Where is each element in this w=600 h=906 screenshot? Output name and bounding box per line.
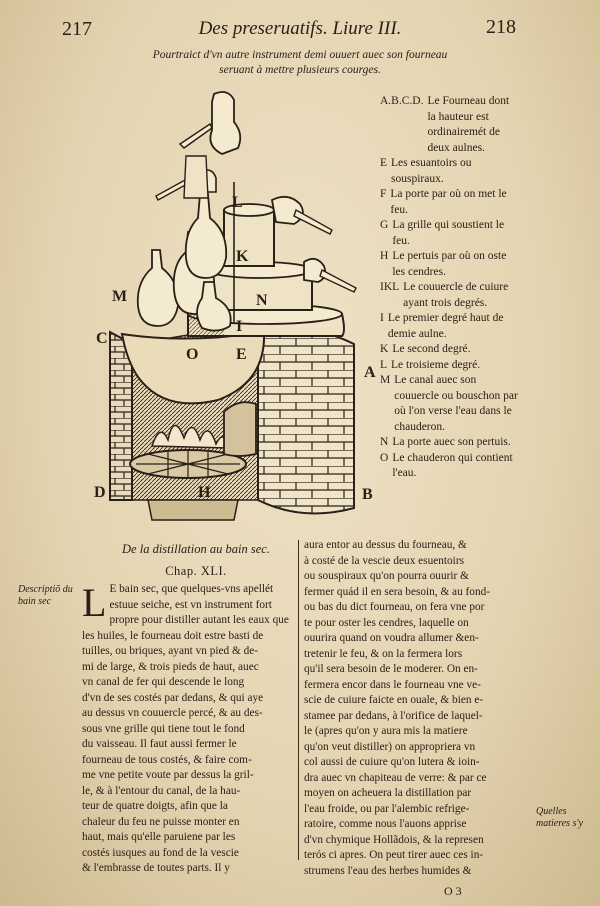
caption-line-2: seruant à mettre plusieurs courges. (219, 64, 381, 76)
legend-key: F (380, 188, 387, 200)
text-line: chaleur du feu ne puisse monter en (82, 815, 240, 828)
text-line: fourneau de tous costés, & faire com- (82, 753, 252, 766)
legend-text: Les esuantoirs ou souspiraux. (391, 157, 472, 185)
text-line: E bain sec, que quelques-vns apellét (109, 583, 274, 595)
legend-key: G (380, 219, 389, 231)
text-line: du vaisseau. Il faut aussi fermer le (82, 738, 237, 750)
text-line: dra auec vn chapiteau de verre: & par ce (304, 771, 487, 784)
furnace-door (224, 402, 256, 456)
text-line: & l'embrasse de toutes parts. Il y (82, 862, 230, 874)
signature-mark: O 3 (444, 884, 462, 898)
fig-letter-i: I (236, 318, 243, 335)
text-line: tuilles, ou briques, ayant vn pied & de- (82, 645, 259, 657)
text-line: strumens l'eau des herbes humides & (304, 864, 472, 877)
legend-text: Le pertuis par où on oste les cendres. (392, 250, 507, 278)
page-number-right: 218 (486, 16, 516, 38)
text-line: moyen on acheuera la distillation par (304, 787, 472, 799)
text-line: scie de cuiure faicte en ouale, & bien e- (304, 694, 484, 706)
margin-note-right: Quelles matieres s'y (536, 806, 584, 829)
text-line: mi de large, & trois pieds de haut, auec (82, 660, 259, 673)
text-line: fermera encor dans le fourneau vne ve- (304, 678, 481, 691)
text-line: qu'on veut distiller) on appropriera vn (304, 740, 476, 753)
fig-letter-l: L (232, 194, 243, 211)
fig-letter-h: H (198, 484, 211, 501)
furnace-illustration (88, 82, 380, 522)
text-column-right (304, 538, 534, 879)
fig-letter-b: B (362, 486, 373, 503)
legend-key: A.B.C.D. (380, 95, 424, 107)
text-line: propre pour distiller autant les eaux que (109, 614, 289, 626)
legend-key: IKL (380, 281, 400, 293)
text-line: fermer quád il en sera besoin, & au fond- (304, 585, 491, 598)
text-line: estuue seiche, est vn instrument fort (109, 598, 272, 611)
text-line: d'vn chymique Hollãdois, & la represen (304, 833, 484, 846)
fig-letter-n: N (256, 292, 268, 309)
text-line: le, & à l'entour du canal, de la hau- (82, 784, 241, 797)
legend-entry (380, 187, 518, 218)
text-column-left (82, 582, 294, 877)
text-line: haut, mais qu'elle paruiene par les (82, 831, 236, 843)
fig-letter-k: K (236, 248, 249, 265)
fig-letter-m: M (112, 288, 128, 305)
legend-entry (380, 451, 518, 482)
page-number-left: 217 (62, 18, 92, 40)
column-divider (298, 540, 299, 860)
legend-key: O (380, 451, 389, 464)
text-line: sous vne grille qui tiene tout le fond (82, 722, 245, 735)
text-line: terós ci apres. On peut tirer auec ces in- (304, 849, 484, 861)
text-line: d'vn de ses costés par dedans, & qui aye (82, 691, 264, 704)
legend-key: L (380, 358, 388, 371)
legend-key: N (380, 436, 389, 448)
legend-text: La grille qui soustient le feu. (392, 219, 505, 247)
text-line: col aussi de cuiure qu'on lutera & ioin- (304, 756, 480, 768)
text-line: aura entor au dessus du fourneau, & (304, 539, 467, 551)
furnace-brick-wall (258, 312, 354, 513)
text-line: te pour oster les cendres, laquelle on (304, 616, 469, 629)
legend-text: Le premier degré haut de demie aulne. (387, 312, 504, 340)
text-line: me vne petite voute par dessus la gril- (82, 769, 254, 781)
text-line: le (apres qu'on y aura mis la matiere (304, 725, 468, 737)
legend-entry (380, 342, 518, 358)
legend-text: Le Fourneau dont la hauteur est ordinairemét de deux aulnes. (427, 95, 510, 154)
figure-legend (380, 94, 518, 482)
text-line: vn canal de fer qui descende le long (82, 676, 245, 688)
legend-text: Le canal auec son couuercle ou bouschon par où l'on verse l'eau dans le chauderon. (394, 374, 518, 433)
fig-letter-e: E (236, 346, 247, 363)
text-line: ratoire, comme nous l'auons apprise (304, 818, 467, 830)
legend-entry (380, 280, 518, 311)
legend-key: H (380, 250, 389, 262)
fig-letter-o: O (186, 346, 199, 363)
text-line: au dessus vn couuercle percé, & au des- (82, 707, 263, 719)
text-line: ou souspiraux qu'on pourra ouurir & (304, 570, 469, 582)
legend-entry (380, 156, 518, 187)
chapter-number: Chap. XLI. (165, 564, 227, 578)
lid-tier-l (224, 210, 274, 266)
text-line: les huiles, le fourneau doit estre basti de (82, 629, 264, 642)
legend-text: La porte par où on met le feu. (390, 188, 507, 216)
legend-entry (380, 249, 518, 280)
text-line: l'eau froide, ou par l'alembic refrige- (304, 802, 470, 815)
legend-entry (380, 435, 518, 451)
legend-text: Le couuercle de cuiure ayant trois degrés. (403, 281, 509, 309)
figure-caption (100, 48, 500, 78)
text-line: ouurira quand on voudra allumer &en- (304, 632, 479, 644)
margin-note-left: Descriptiõ du bain sec (18, 584, 73, 607)
legend-text: Le troisieme degré. (391, 358, 481, 371)
legend-entry (380, 311, 518, 342)
running-title: Des preseruatifs. Liure III. (198, 18, 402, 39)
legend-key: I (380, 312, 384, 324)
drop-cap: L (82, 580, 107, 625)
legend-key: E (380, 157, 388, 169)
text-line: ou bas du dict fourneau, on fera vne por (304, 601, 485, 613)
text-line: costés iusques au fond de la vescie (82, 846, 239, 859)
legend-text: Le chauderon qui contient l'eau. (392, 451, 513, 479)
legend-entry (380, 373, 518, 435)
legend-entry (380, 358, 518, 374)
legend-text: Le second degré. (392, 343, 471, 355)
fig-letter-c: C (96, 330, 108, 347)
text-line: stamee par dedans, à l'orifice de laquel- (304, 709, 483, 722)
legend-key: K (380, 343, 389, 355)
legend-entry (380, 94, 518, 156)
legend-text: La porte auec son pertuis. (392, 436, 511, 448)
chapter-subtitle: De la distillation au bain sec. (122, 542, 270, 556)
caption-line-1: Pourtraict d'vn autre instrument demi ouuert auec son fourneau (152, 49, 448, 61)
fig-letter-a: A (364, 364, 376, 381)
text-line: teur de quatre doigts, afin que la (82, 800, 228, 812)
fig-letter-d: D (94, 484, 106, 501)
text-line: qu'il sera besoin de le moderer. On en- (304, 663, 478, 675)
legend-entry (380, 218, 518, 249)
text-line: à costé de la vescie deux esuentoirs (304, 554, 464, 567)
text-line: tretenir le feu, & on la fermera lors (304, 647, 463, 660)
legend-key: M (380, 374, 391, 386)
